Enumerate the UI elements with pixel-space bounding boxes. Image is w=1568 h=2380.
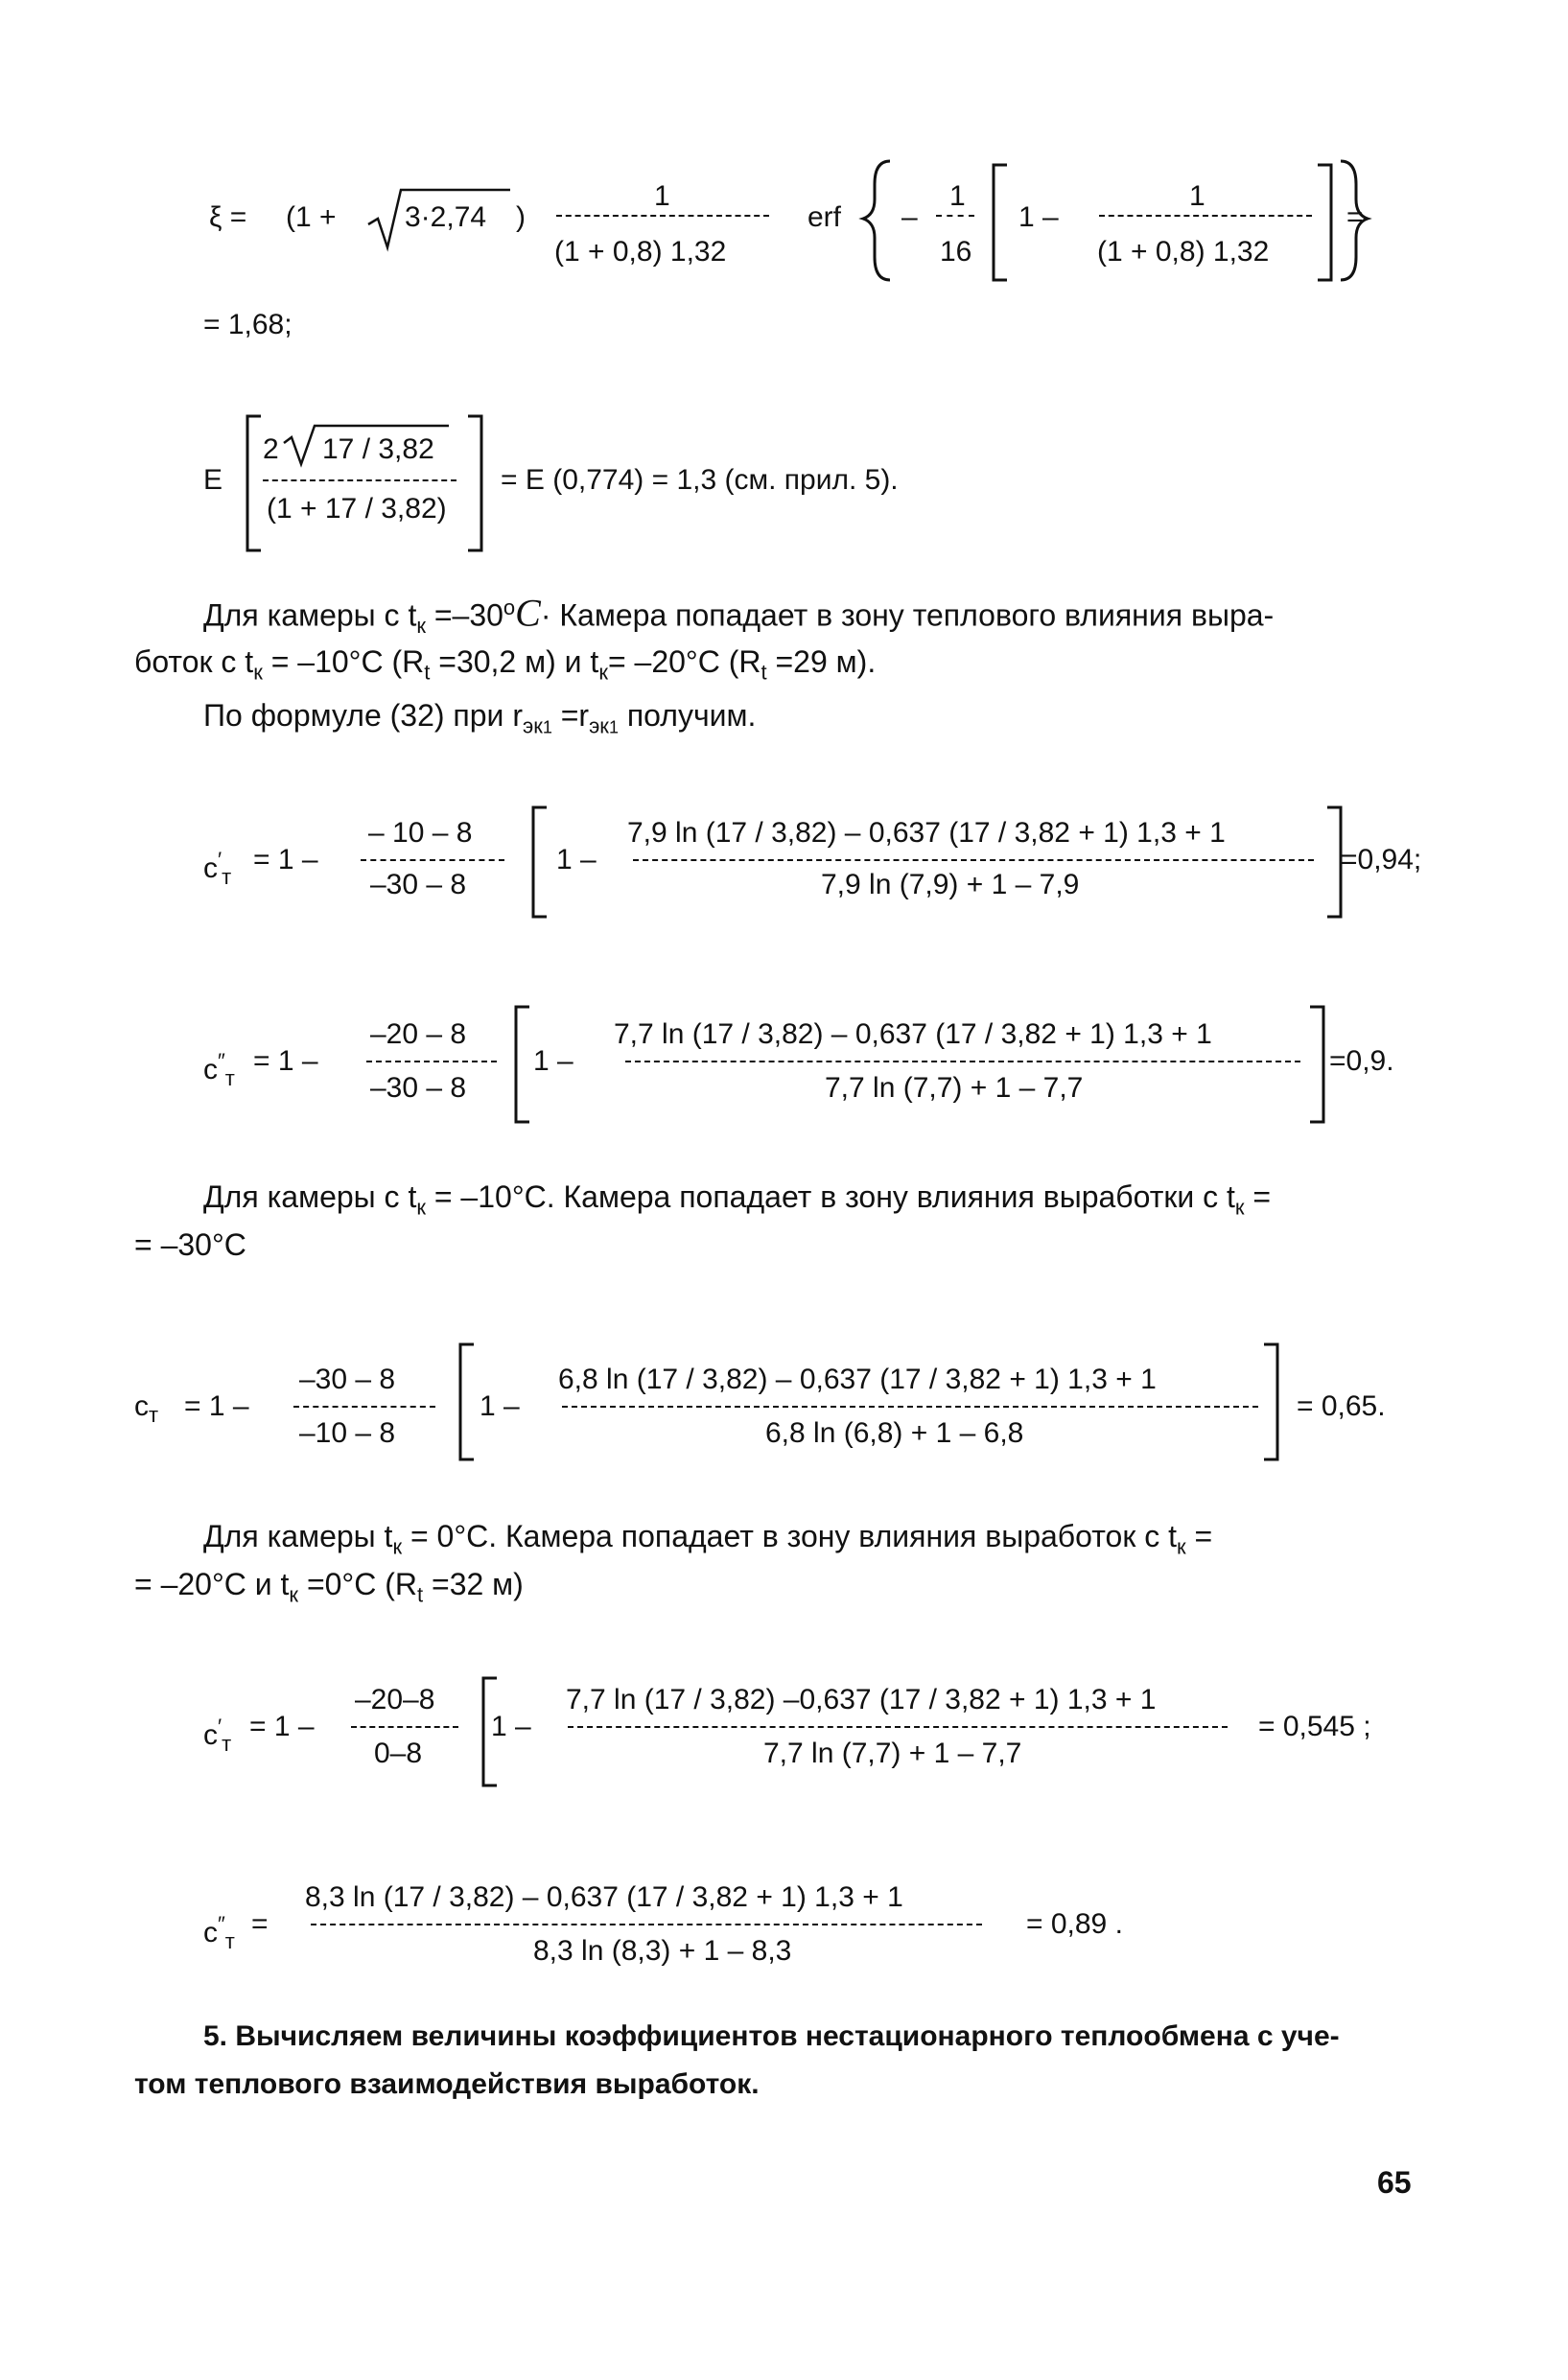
c1-result: =0,94; <box>1341 844 1422 875</box>
xi-frac1-den: (1 + 0,8) 1,32 <box>554 236 727 268</box>
para3-line2: = –20°С и $t_к =0^\circ С$ ($R_t =32$ м) <box>134 1567 524 1607</box>
xi-frac2-num: 1 <box>949 180 966 212</box>
E-symbol: E <box>203 464 223 496</box>
c4-one-minus: 1 – <box>491 1711 531 1742</box>
E-den: (1 + 17 / 3,82) <box>267 493 447 525</box>
c4-big-den: 7,7 ln (7,7) + 1 – 7,7 <box>763 1738 1022 1769</box>
c3-eq: = 1 – <box>184 1390 249 1422</box>
para1-line3: По формуле (32) при $r_{эк1} =r_{эк1}$ получим. <box>203 698 757 738</box>
c2-one-minus: 1 – <box>533 1045 573 1077</box>
E-num-two: 2 <box>263 433 279 465</box>
para2-line2: = –30°С <box>134 1227 246 1262</box>
c2-frac-den: –30 – 8 <box>370 1072 467 1104</box>
xi-result: = 1,68; <box>203 309 293 340</box>
c1-big-num: 7,9 ln (17 / 3,82) – 0,637 (17 / 3,82 + 1) 1,3 + 1 <box>627 817 1226 849</box>
c5-big-bar <box>311 1924 982 1925</box>
c1-eq: = 1 – <box>253 844 318 875</box>
c2-lhs: $c''_т$ <box>203 1049 235 1090</box>
xi-radicand: 3·2,74 <box>405 201 487 233</box>
c3-frac-num: –30 – 8 <box>299 1364 396 1395</box>
c4-big-num: 7,7 ln (17 / 3,82) –0,637 (17 / 3,82 + 1) 1,3 + 1 <box>566 1684 1157 1715</box>
c3-one-minus: 1 – <box>480 1390 520 1422</box>
c1-big-den: 7,9 ln (7,9) + 1 – 7,9 <box>821 869 1080 900</box>
para1-line2: боток с $t_к = -10^\circ С$ ($R_t =30,2$ м) и $t_к= -20^\circ С$ ($R_t =29$ м). <box>134 644 877 685</box>
c2-result: =0,9. <box>1329 1045 1394 1077</box>
xi-frac2-den: 16 <box>940 236 972 268</box>
xi-frac3-num: 1 <box>1189 180 1205 212</box>
para4-line1: 5. Вычисляем величины коэффициентов нестационарного теплообмена с уче- <box>203 2020 1340 2052</box>
c5-result: = 0,89 . <box>1026 1908 1123 1940</box>
c5-eq: = <box>251 1908 269 1940</box>
c3-frac-den: –10 – 8 <box>299 1417 396 1449</box>
E-rhs: = E (0,774) = 1,3 (см. прил. 5). <box>501 464 899 496</box>
para1-line1: Для камеры с $t_к =-30^oC\cdot$ Камера попадает в зону теплового влияния выра- <box>203 591 1275 639</box>
c2-frac-num: –20 – 8 <box>370 1018 467 1050</box>
E-num-radicand: 17 / 3,82 <box>322 433 434 465</box>
c5-big-num: 8,3 ln (17 / 3,82) – 0,637 (17 / 3,82 + 1) 1,3 + 1 <box>305 1881 903 1913</box>
xi-frac3-den: (1 + 0,8) 1,32 <box>1097 236 1270 268</box>
c4-frac-num: –20–8 <box>355 1684 435 1715</box>
c3-lhs: $c_т$ <box>134 1390 159 1427</box>
c3-big-num: 6,8 ln (17 / 3,82) – 0,637 (17 / 3,82 + 1) 1,3 + 1 <box>558 1364 1157 1395</box>
c3-big-den: 6,8 ln (6,8) + 1 – 6,8 <box>765 1417 1024 1449</box>
c4-result: = 0,545 ; <box>1258 1711 1371 1742</box>
c1-frac-num: – 10 – 8 <box>368 817 473 849</box>
c4-lhs: $c'_т$ <box>203 1715 232 1756</box>
c1-lhs: $c'_т$ <box>203 848 232 889</box>
c2-big-num: 7,7 ln (17 / 3,82) – 0,637 (17 / 3,82 + 1) 1,3 + 1 <box>614 1018 1212 1050</box>
c1-frac-den: –30 – 8 <box>370 869 467 900</box>
xi-minus: – <box>901 201 918 233</box>
c4-eq: = 1 – <box>249 1711 315 1742</box>
xi-lpar: (1 + <box>286 201 337 233</box>
c2-eq: = 1 – <box>253 1045 318 1077</box>
xi-frac1-num: 1 <box>654 180 670 212</box>
xi-erf: erf <box>807 201 842 233</box>
xi-one-minus: 1 – <box>1018 201 1059 233</box>
c5-big-den: 8,3 ln (8,3) + 1 – 8,3 <box>533 1935 792 1967</box>
xi-rpar: ) <box>516 201 526 233</box>
para3-line1: Для камеры $t_к = 0^\circ С$. Камера попадает в зону влияния выработок с $t_к$ = <box>203 1519 1213 1559</box>
c2-big-den: 7,7 ln (7,7) + 1 – 7,7 <box>825 1072 1084 1104</box>
para4-line2: том теплового взаимодействия выработок. <box>134 2068 760 2100</box>
xi-equals: = <box>1346 201 1364 233</box>
c1-one-minus: 1 – <box>556 844 597 875</box>
page-number: 65 <box>1377 2165 1412 2200</box>
c3-result: = 0,65. <box>1297 1390 1386 1422</box>
xi-lhs: ξ = <box>209 201 247 233</box>
c4-frac-den: 0–8 <box>374 1738 423 1769</box>
para2-line1: Для камеры с $t_к = -10^\circ С$. Камера попадает в зону влияния выработки с $t_к$ = <box>203 1179 1272 1220</box>
c4-big-bar <box>568 1726 1228 1728</box>
c5-lhs: $c''_т$ <box>203 1912 235 1953</box>
